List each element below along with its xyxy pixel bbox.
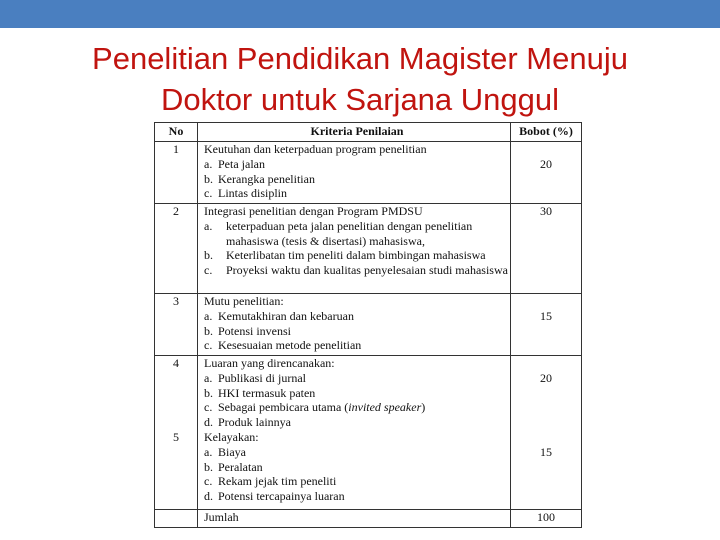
criteria-item: a. keterpaduan peta jalan penelitian dengan penelitian mahasiswa (tesis & disertasi) mahasiswa, [204, 218, 473, 248]
assessment-table-image [154, 122, 574, 528]
criteria-heading: Luaran yang direncanakan: [204, 356, 335, 370]
table-header-row [155, 123, 582, 142]
criteria-item: c. Kesesuaian metode penelitian [204, 338, 362, 353]
table-row [155, 294, 582, 356]
criteria-item: d. Potensi tercapainya luaran [204, 489, 345, 504]
criteria-heading: Keutuhan dan keterpaduan program penelitian [204, 142, 427, 156]
criteria-item: a. Peta jalan [204, 156, 265, 171]
criteria-heading: Kelayakan: [204, 429, 259, 444]
criteria-cell [198, 204, 511, 294]
criteria-item: a. Biaya [204, 444, 246, 459]
criteria-heading: Integrasi penelitian dengan Program PMDSU [204, 204, 423, 218]
weight-cell: 20 [511, 142, 582, 204]
criteria-heading: Mutu penelitian: [204, 294, 284, 308]
slide-title [0, 38, 720, 120]
criteria-item: b. HKI termasuk paten [204, 385, 316, 400]
weight-cell: 15 [511, 294, 582, 356]
criteria-item: c. Sebagai pembicara utama (invited speaker) [204, 400, 426, 415]
table-row [155, 142, 582, 204]
row-number-block: 4 5 [155, 356, 198, 510]
criteria-item: a. Kemutakhiran dan kebaruan [204, 308, 354, 323]
top-accent-bar [0, 0, 720, 28]
criteria-item: b. Keterlibatan tim peneliti dalam bimbingan mahasiswa [204, 248, 486, 263]
total-row [155, 510, 582, 528]
criteria-item: c. Lintas disiplin [204, 186, 287, 201]
table-row [155, 204, 582, 294]
title-line-2: Doktor untuk Sarjana Unggul [160, 82, 560, 117]
criteria-item: b. Kerangka penelitian [204, 171, 315, 186]
criteria-cell [198, 142, 511, 204]
header-bobot: Bobot (%) [511, 123, 582, 142]
row-number: 3 [155, 294, 198, 356]
criteria-item: c. Proyeksi waktu dan kualitas penyelesaian studi mahasiswa [204, 263, 508, 278]
weight-cell: 20 15 [511, 356, 582, 510]
header-no: No [155, 123, 198, 142]
criteria-item: c. Rekam jejak tim peneliti [204, 474, 337, 489]
assessment-table [154, 122, 582, 528]
row-number: 1 [155, 142, 198, 204]
criteria-item: d. Produk lainnya [204, 415, 291, 430]
criteria-item: b. Potensi invensi [204, 323, 292, 338]
title-line-1: Penelitian Pendidikan Magister Menuju [92, 41, 628, 76]
criteria-item: a. Publikasi di jurnal [204, 370, 306, 385]
criteria-item: b. Peralatan [204, 459, 263, 474]
row-number: 2 [155, 204, 198, 294]
total-value: 100 [511, 510, 582, 528]
criteria-cell [198, 356, 511, 510]
total-label: Jumlah [198, 510, 511, 528]
table-row [155, 356, 582, 510]
header-kriteria: Kriteria Penilaian [198, 123, 511, 142]
weight-cell: 30 [511, 204, 582, 294]
criteria-cell [198, 294, 511, 356]
